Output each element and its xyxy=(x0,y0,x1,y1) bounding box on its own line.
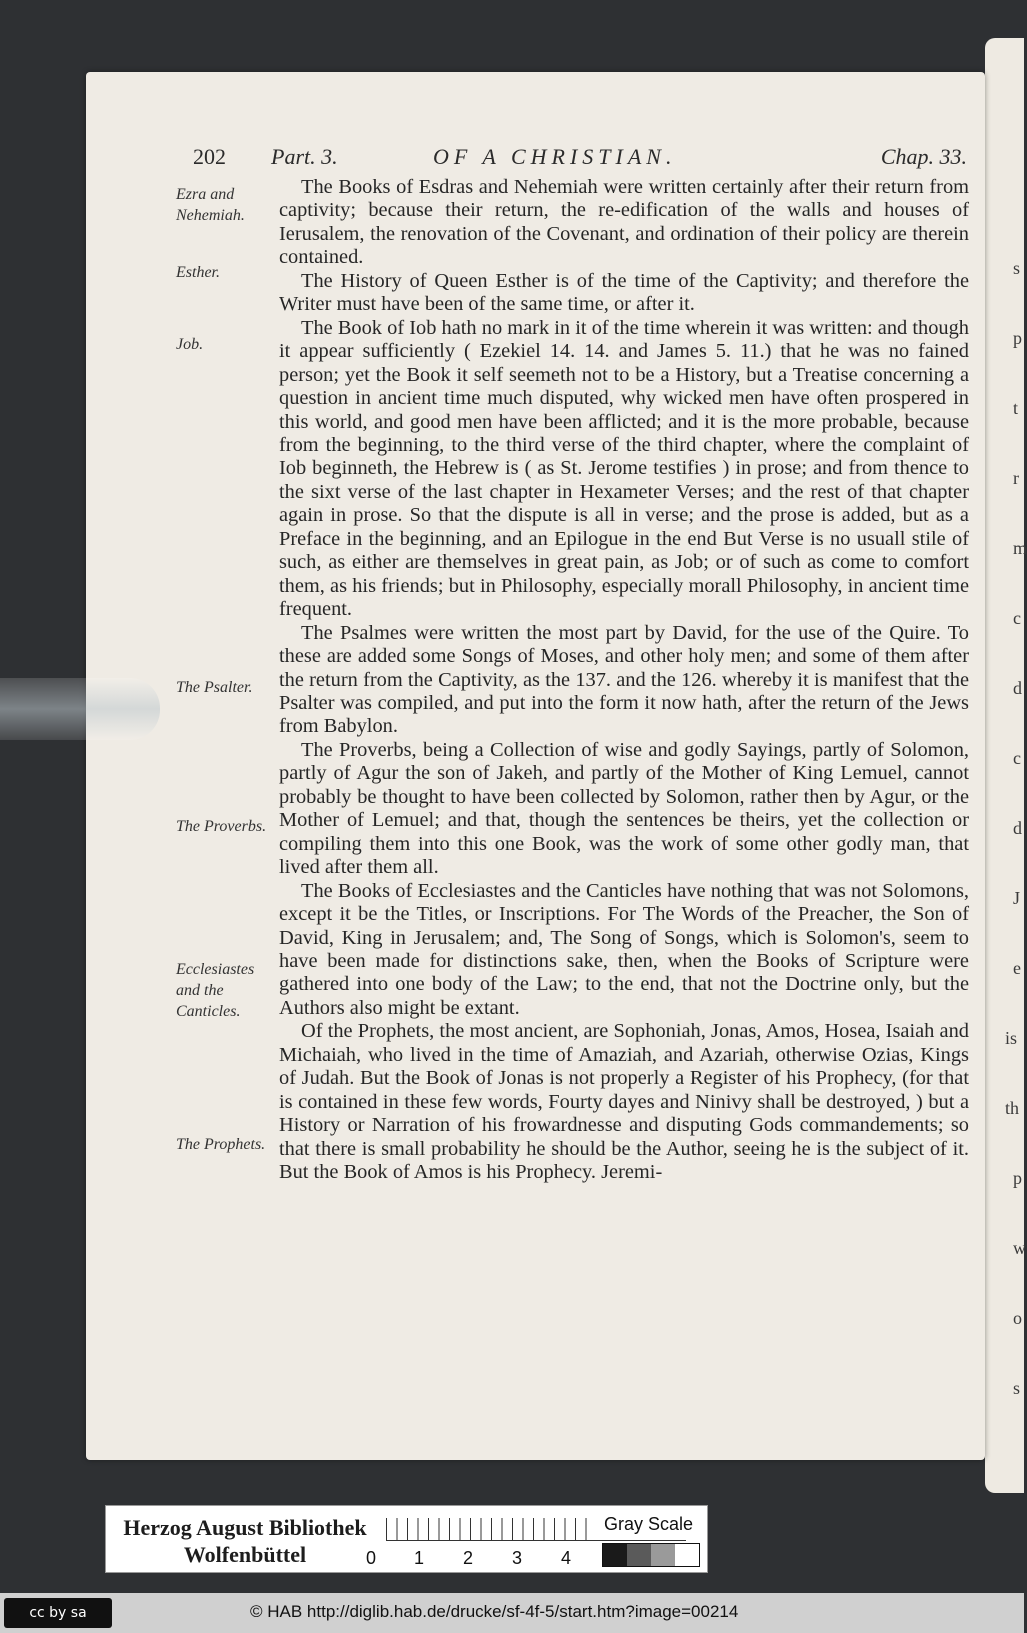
paragraph-job: The Book of Iob hath no mark in it of the time wherein it was written: and though it appear sufficiently ( Ezekiel 14. 14. and James 5. 11.) that he was no fained person; yet the Book it self seemeth not to be a History, but a Treatise concerning a question in ancient time much disputed, why wicked men have often prospered in this world, and good men have been afflicted; and it is the more probable, because from the beginning, to the third verse of the third chapter, where the complaint of Iob beginneth, the Hebrew is ( as St. Jerome testifies ) in prose; and from thence to the sixt verse of the last chapter in Hexameter Verses; and the rest of that chapter again in prose. So that the dispute is all in verse; and the prose is added, but as a Preface in the beginning, and an Epilogue in the end But Verse is no usuall stile of such, as either are themselves in great pain, as Job; or of such as come to comfort them, as his friends; but in Philosophy, especially morall Philosophy, in ancient time frequent. xyxy=(279,316,969,621)
paragraph-ezra-nehemiah: The Books of Esdras and Nehemiah were written certainly after their return from captivity; because their return, the re-edification of the walls and houses of Ierusalem, the renovation of the Covenant, and ordination of their policy are therein contained. xyxy=(279,176,969,269)
gray-scale-steps xyxy=(602,1543,700,1567)
next-page-fragment: is xyxy=(1005,1028,1018,1048)
next-page-fragment: r xyxy=(1013,468,1019,488)
margin-note: The Psalter. xyxy=(176,679,253,696)
gray-swatch xyxy=(675,1544,699,1566)
part-label: Part. 3. xyxy=(271,144,338,169)
next-page-fragment: J xyxy=(1013,888,1021,908)
footer-bar xyxy=(0,1593,1024,1633)
next-page-edge xyxy=(985,38,1027,1493)
next-page-fragment: c xyxy=(1013,608,1021,628)
book-page xyxy=(86,72,985,1460)
paragraph-proverbs: The Proverbs, being a Collection of wise and godly Sayings, partly of Solomon, partly of Agur the son of Jakeh, and partly of the Mother of King Lemuel, cannot probably be thought to have been collected by Solomon, rather then by Agur, or the Mother of Lemuel; and that, though the sentences be theirs, yet the collection or compiling them into this one Book, was the work of some other godly man, that lived after them all. xyxy=(279,738,969,879)
margin-note: Ezra and Nehemiah. xyxy=(176,186,245,224)
ruler-label: 1 xyxy=(414,1548,425,1568)
next-page-fragment: m xyxy=(1013,538,1027,558)
next-page-fragment: o xyxy=(1013,1308,1022,1328)
next-page-fragment: d xyxy=(1013,818,1022,838)
running-title: OF A CHRISTIAN. xyxy=(433,144,677,169)
paragraph-prophets: Of the Prophets, the most ancient, are Sophoniah, Jonas, Amos, Hosea, Isaiah and Michaiah, who lived in the time of Amaziah, and Azariah, otherwise Ozias, Kings of Judah. But the Book of Jonas is not properly a Register of his Prophecy, (for that is contained in these few words, Fourty dayes and Ninivy shall be destroyed, ) but a History or Narration of his frowardnesse and disputing Gods commandements; so that there is small probability he should be the Author, seeing he is the subject of it. But the Book of Amos is his Prophecy. Jeremi- xyxy=(279,1020,969,1184)
ruler-label: 4 xyxy=(561,1548,572,1568)
library-name: Herzog August Bibliothek Wolfenbüttel xyxy=(123,1515,367,1567)
margin-note: Esther. xyxy=(176,264,220,281)
next-page-fragment: s xyxy=(1013,1378,1021,1398)
next-page-fragment: th xyxy=(1005,1098,1020,1118)
ruler-label: 0 xyxy=(366,1548,377,1568)
next-page-fragment: s xyxy=(1013,258,1021,278)
paragraph-ecclesiastes: The Books of Ecclesiastes and the Canticles have nothing that was not Solomons, except it be the Titles, or Inscriptions. For The Words of the Preacher, the Son of David, King in Jerusalem; and, The Song of Songs, which is Solomon's, seem to have been made for distinctions sake, then, when the Books of Scripture were gathered into one body of the Law; to the end, that not the Doctrine only, but the Authors also might be extant. xyxy=(279,879,969,1019)
next-page-fragment: t xyxy=(1013,398,1019,418)
next-page-fragment: e xyxy=(1013,958,1021,978)
gray-swatch xyxy=(603,1544,627,1566)
next-page-fragment: p xyxy=(1013,328,1022,348)
paragraph-esther: The History of Queen Esther is of the time of the Captivity; and therefore the Writer must have been of the same time, or after it. xyxy=(279,269,969,316)
gray-swatch xyxy=(651,1544,675,1566)
next-page-fragment: c xyxy=(1013,748,1021,768)
next-page-fragment: d xyxy=(1013,678,1022,698)
ruler-ticks xyxy=(386,1518,596,1540)
chapter-label: Chap. 33. xyxy=(880,144,967,169)
body-text xyxy=(279,176,969,1184)
page-number: 202 xyxy=(193,144,226,169)
margin-note: The Prophets. xyxy=(176,1136,266,1153)
cc-license-icon[interactable]: cc by sa xyxy=(4,1598,112,1628)
scale-bar xyxy=(105,1505,708,1573)
paragraph-psalter: The Psalmes were written the most part by David, for the use of the Quire. To these are added some Songs of Moses, and other holy men; and some of them after the return from the Captivity, as the 137. and the 126. whereby it is manifest that the Psalter was compiled, and put into the form it now hath, after the return of the Jews from Babylon. xyxy=(279,621,969,738)
margin-note: The Proverbs. xyxy=(176,818,267,835)
glass-page-weight xyxy=(0,678,160,740)
ruler-label: 3 xyxy=(512,1548,523,1568)
gray-scale-label: Gray Scale xyxy=(604,1514,694,1534)
source-url[interactable]: © HAB http://diglib.hab.de/drucke/sf-4f-5/start.htm?image=00214 xyxy=(250,1602,739,1621)
margin-note: Ecclesiastes and the Canticles. xyxy=(176,961,255,1020)
ruler-label: 2 xyxy=(463,1548,474,1568)
next-page-fragment: p xyxy=(1013,1168,1022,1188)
gray-swatch xyxy=(627,1544,651,1566)
margin-note: Job. xyxy=(176,336,204,353)
next-page-fragment: w xyxy=(1013,1238,1026,1258)
running-header xyxy=(193,144,967,172)
